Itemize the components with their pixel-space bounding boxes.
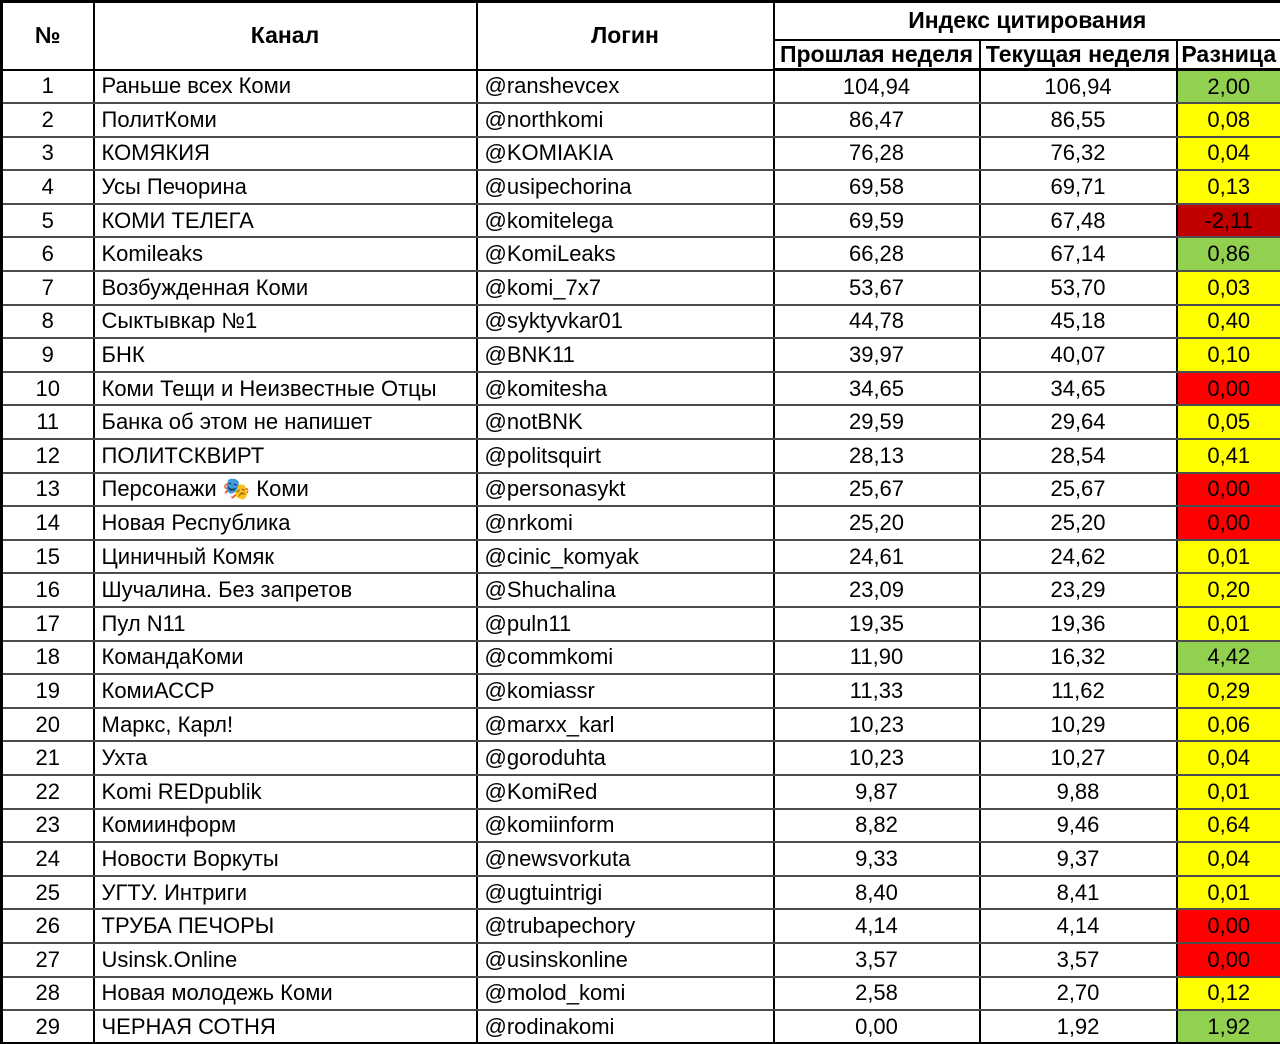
row-number-cell: 9	[2, 338, 94, 372]
row-number-cell: 8	[2, 305, 94, 339]
prev-week-cell: 69,58	[774, 170, 980, 204]
prev-week-cell: 8,40	[774, 876, 980, 910]
diff-cell: 0,01	[1177, 775, 1280, 809]
row-number-cell: 4	[2, 170, 94, 204]
prev-week-cell: 28,13	[774, 439, 980, 473]
prev-week-cell: 11,90	[774, 641, 980, 675]
row-number-cell: 15	[2, 540, 94, 574]
prev-week-cell: 0,00	[774, 1010, 980, 1044]
login-cell: @nrkomi	[477, 506, 774, 540]
channel-cell: БНК	[94, 338, 477, 372]
diff-cell: 2,00	[1177, 70, 1280, 104]
current-week-cell: 106,94	[980, 70, 1177, 104]
login-cell: @trubapechory	[477, 909, 774, 943]
col-header-channel: Канал	[94, 2, 477, 70]
row-number-cell: 6	[2, 237, 94, 271]
current-week-cell: 11,62	[980, 674, 1177, 708]
diff-cell: 0,01	[1177, 876, 1280, 910]
prev-week-cell: 9,87	[774, 775, 980, 809]
table-row	[2, 170, 1280, 204]
row-number-cell: 23	[2, 809, 94, 843]
row-number-cell: 24	[2, 842, 94, 876]
channel-cell: ЧЕРНАЯ СОТНЯ	[94, 1010, 477, 1044]
current-week-cell: 45,18	[980, 305, 1177, 339]
current-week-cell: 69,71	[980, 170, 1177, 204]
login-cell: @goroduhta	[477, 741, 774, 775]
table-body	[2, 70, 1280, 1044]
col-header-login: Логин	[477, 2, 774, 70]
prev-week-cell: 24,61	[774, 540, 980, 574]
diff-cell: -2,11	[1177, 204, 1280, 238]
row-number-cell: 26	[2, 909, 94, 943]
table-row	[2, 70, 1280, 104]
current-week-cell: 16,32	[980, 641, 1177, 675]
prev-week-cell: 9,33	[774, 842, 980, 876]
login-cell: @marxx_karl	[477, 708, 774, 742]
row-number-cell: 2	[2, 103, 94, 137]
channel-cell: Новости Воркуты	[94, 842, 477, 876]
col-header-current-week: Текущая неделя	[980, 40, 1177, 70]
channel-cell: ПолитКоми	[94, 103, 477, 137]
table-row	[2, 876, 1280, 910]
prev-week-cell: 29,59	[774, 405, 980, 439]
channel-cell: КомиАССР	[94, 674, 477, 708]
table-header	[2, 2, 1280, 70]
channel-cell: ПОЛИТСКВИРТ	[94, 439, 477, 473]
row-number-cell: 10	[2, 372, 94, 406]
login-cell: @ugtuintrigi	[477, 876, 774, 910]
login-cell: @komi_7x7	[477, 271, 774, 305]
login-cell: @politsquirt	[477, 439, 774, 473]
prev-week-cell: 23,09	[774, 573, 980, 607]
channel-cell: Персонажи 🎭 Коми	[94, 473, 477, 507]
current-week-cell: 1,92	[980, 1010, 1177, 1044]
current-week-cell: 24,62	[980, 540, 1177, 574]
prev-week-cell: 53,67	[774, 271, 980, 305]
table-row	[2, 305, 1280, 339]
row-number-cell: 5	[2, 204, 94, 238]
channel-cell: Циничный Комяк	[94, 540, 477, 574]
diff-cell: 0,00	[1177, 943, 1280, 977]
channel-cell: КОМИ ТЕЛЕГА	[94, 204, 477, 238]
table-row	[2, 708, 1280, 742]
login-cell: @molod_komi	[477, 977, 774, 1011]
channel-cell: КомандаКоми	[94, 641, 477, 675]
current-week-cell: 9,88	[980, 775, 1177, 809]
channel-cell: Комиинформ	[94, 809, 477, 843]
channel-cell: КОМЯКИЯ	[94, 137, 477, 171]
header-row-top	[2, 2, 1280, 40]
current-week-cell: 10,27	[980, 741, 1177, 775]
login-cell: @personasykt	[477, 473, 774, 507]
channel-cell: Usinsk.Online	[94, 943, 477, 977]
channel-cell: ТРУБА ПЕЧОРЫ	[94, 909, 477, 943]
login-cell: @komiassr	[477, 674, 774, 708]
prev-week-cell: 66,28	[774, 237, 980, 271]
current-week-cell: 3,57	[980, 943, 1177, 977]
diff-cell: 4,42	[1177, 641, 1280, 675]
prev-week-cell: 19,35	[774, 607, 980, 641]
prev-week-cell: 44,78	[774, 305, 980, 339]
diff-cell: 0,41	[1177, 439, 1280, 473]
diff-cell: 0,01	[1177, 540, 1280, 574]
current-week-cell: 8,41	[980, 876, 1177, 910]
channel-cell: Новая Республика	[94, 506, 477, 540]
table-row	[2, 1010, 1280, 1044]
channel-cell: Коми Тещи и Неизвестные Отцы	[94, 372, 477, 406]
current-week-cell: 19,36	[980, 607, 1177, 641]
row-number-cell: 28	[2, 977, 94, 1011]
table-row	[2, 372, 1280, 406]
row-number-cell: 3	[2, 137, 94, 171]
current-week-cell: 25,67	[980, 473, 1177, 507]
prev-week-cell: 4,14	[774, 909, 980, 943]
table-row	[2, 909, 1280, 943]
login-cell: @KomiRed	[477, 775, 774, 809]
table-row	[2, 775, 1280, 809]
diff-cell: 0,20	[1177, 573, 1280, 607]
diff-cell: 0,05	[1177, 405, 1280, 439]
channel-cell: Раньше всех Коми	[94, 70, 477, 104]
col-header-citation-index: Индекс цитирования	[774, 2, 1280, 40]
current-week-cell: 76,32	[980, 137, 1177, 171]
current-week-cell: 4,14	[980, 909, 1177, 943]
row-number-cell: 20	[2, 708, 94, 742]
diff-cell: 0,40	[1177, 305, 1280, 339]
current-week-cell: 67,14	[980, 237, 1177, 271]
diff-cell: 0,10	[1177, 338, 1280, 372]
diff-cell: 0,86	[1177, 237, 1280, 271]
login-cell: @ranshevcex	[477, 70, 774, 104]
prev-week-cell: 104,94	[774, 70, 980, 104]
login-cell: @commkomi	[477, 641, 774, 675]
channel-cell: Komi REDpublik	[94, 775, 477, 809]
prev-week-cell: 69,59	[774, 204, 980, 238]
prev-week-cell: 76,28	[774, 137, 980, 171]
col-header-prev-week: Прошлая неделя	[774, 40, 980, 70]
prev-week-cell: 2,58	[774, 977, 980, 1011]
login-cell: @newsvorkuta	[477, 842, 774, 876]
diff-cell: 0,04	[1177, 842, 1280, 876]
table-row	[2, 977, 1280, 1011]
diff-cell: 0,12	[1177, 977, 1280, 1011]
table-row	[2, 741, 1280, 775]
diff-cell: 0,00	[1177, 909, 1280, 943]
table-row	[2, 641, 1280, 675]
table-row	[2, 943, 1280, 977]
diff-cell: 0,08	[1177, 103, 1280, 137]
current-week-cell: 10,29	[980, 708, 1177, 742]
current-week-cell: 23,29	[980, 573, 1177, 607]
channel-cell: Шучалина. Без запретов	[94, 573, 477, 607]
table-row	[2, 439, 1280, 473]
diff-cell: 0,03	[1177, 271, 1280, 305]
channel-cell: Банка об этом не напишет	[94, 405, 477, 439]
prev-week-cell: 10,23	[774, 741, 980, 775]
row-number-cell: 16	[2, 573, 94, 607]
table-row	[2, 271, 1280, 305]
table-row	[2, 607, 1280, 641]
diff-cell: 0,00	[1177, 372, 1280, 406]
diff-cell: 0,29	[1177, 674, 1280, 708]
login-cell: @usipechorina	[477, 170, 774, 204]
current-week-cell: 28,54	[980, 439, 1177, 473]
diff-cell: 0,06	[1177, 708, 1280, 742]
row-number-cell: 7	[2, 271, 94, 305]
diff-cell: 0,64	[1177, 809, 1280, 843]
channel-cell: Сыктывкар №1	[94, 305, 477, 339]
table-row	[2, 237, 1280, 271]
prev-week-cell: 10,23	[774, 708, 980, 742]
prev-week-cell: 25,67	[774, 473, 980, 507]
current-week-cell: 34,65	[980, 372, 1177, 406]
row-number-cell: 14	[2, 506, 94, 540]
row-number-cell: 17	[2, 607, 94, 641]
channel-cell: Маркс, Карл!	[94, 708, 477, 742]
row-number-cell: 18	[2, 641, 94, 675]
table-row	[2, 204, 1280, 238]
diff-cell: 0,01	[1177, 607, 1280, 641]
login-cell: @komitesha	[477, 372, 774, 406]
table-row	[2, 674, 1280, 708]
current-week-cell: 25,20	[980, 506, 1177, 540]
current-week-cell: 2,70	[980, 977, 1177, 1011]
prev-week-cell: 39,97	[774, 338, 980, 372]
col-header-num: №	[2, 2, 94, 70]
login-cell: @komitelega	[477, 204, 774, 238]
row-number-cell: 21	[2, 741, 94, 775]
row-number-cell: 13	[2, 473, 94, 507]
current-week-cell: 9,46	[980, 809, 1177, 843]
table-row	[2, 842, 1280, 876]
table-row	[2, 506, 1280, 540]
login-cell: @notBNK	[477, 405, 774, 439]
current-week-cell: 86,55	[980, 103, 1177, 137]
row-number-cell: 1	[2, 70, 94, 104]
login-cell: @northkomi	[477, 103, 774, 137]
table-row	[2, 137, 1280, 171]
channel-cell: Komileaks	[94, 237, 477, 271]
diff-cell: 0,04	[1177, 137, 1280, 171]
channel-cell: Усы Печорина	[94, 170, 477, 204]
table-row	[2, 405, 1280, 439]
channel-cell: УГТУ. Интриги	[94, 876, 477, 910]
row-number-cell: 19	[2, 674, 94, 708]
channel-cell: Новая молодежь Коми	[94, 977, 477, 1011]
diff-cell: 0,04	[1177, 741, 1280, 775]
col-header-diff: Разница	[1177, 40, 1280, 70]
diff-cell: 0,00	[1177, 473, 1280, 507]
login-cell: @KOMIAKIA	[477, 137, 774, 171]
prev-week-cell: 34,65	[774, 372, 980, 406]
channel-cell: Ухта	[94, 741, 477, 775]
channel-cell: Пул N11	[94, 607, 477, 641]
login-cell: @syktyvkar01	[477, 305, 774, 339]
table-row	[2, 103, 1280, 137]
prev-week-cell: 86,47	[774, 103, 980, 137]
row-number-cell: 11	[2, 405, 94, 439]
channel-cell: Возбужденная Коми	[94, 271, 477, 305]
table-row	[2, 573, 1280, 607]
row-number-cell: 29	[2, 1010, 94, 1044]
prev-week-cell: 8,82	[774, 809, 980, 843]
current-week-cell: 53,70	[980, 271, 1177, 305]
diff-cell: 1,92	[1177, 1010, 1280, 1044]
current-week-cell: 40,07	[980, 338, 1177, 372]
row-number-cell: 12	[2, 439, 94, 473]
current-week-cell: 9,37	[980, 842, 1177, 876]
login-cell: @puln11	[477, 607, 774, 641]
prev-week-cell: 11,33	[774, 674, 980, 708]
login-cell: @cinic_komyak	[477, 540, 774, 574]
table-row	[2, 540, 1280, 574]
current-week-cell: 67,48	[980, 204, 1177, 238]
table-row	[2, 809, 1280, 843]
current-week-cell: 29,64	[980, 405, 1177, 439]
row-number-cell: 22	[2, 775, 94, 809]
login-cell: @rodinakomi	[477, 1010, 774, 1044]
row-number-cell: 27	[2, 943, 94, 977]
diff-cell: 0,13	[1177, 170, 1280, 204]
login-cell: @BNK11	[477, 338, 774, 372]
login-cell: @komiinform	[477, 809, 774, 843]
login-cell: @Shuchalina	[477, 573, 774, 607]
login-cell: @KomiLeaks	[477, 237, 774, 271]
table-row	[2, 473, 1280, 507]
row-number-cell: 25	[2, 876, 94, 910]
prev-week-cell: 25,20	[774, 506, 980, 540]
diff-cell: 0,00	[1177, 506, 1280, 540]
login-cell: @usinskonline	[477, 943, 774, 977]
prev-week-cell: 3,57	[774, 943, 980, 977]
table-row	[2, 338, 1280, 372]
